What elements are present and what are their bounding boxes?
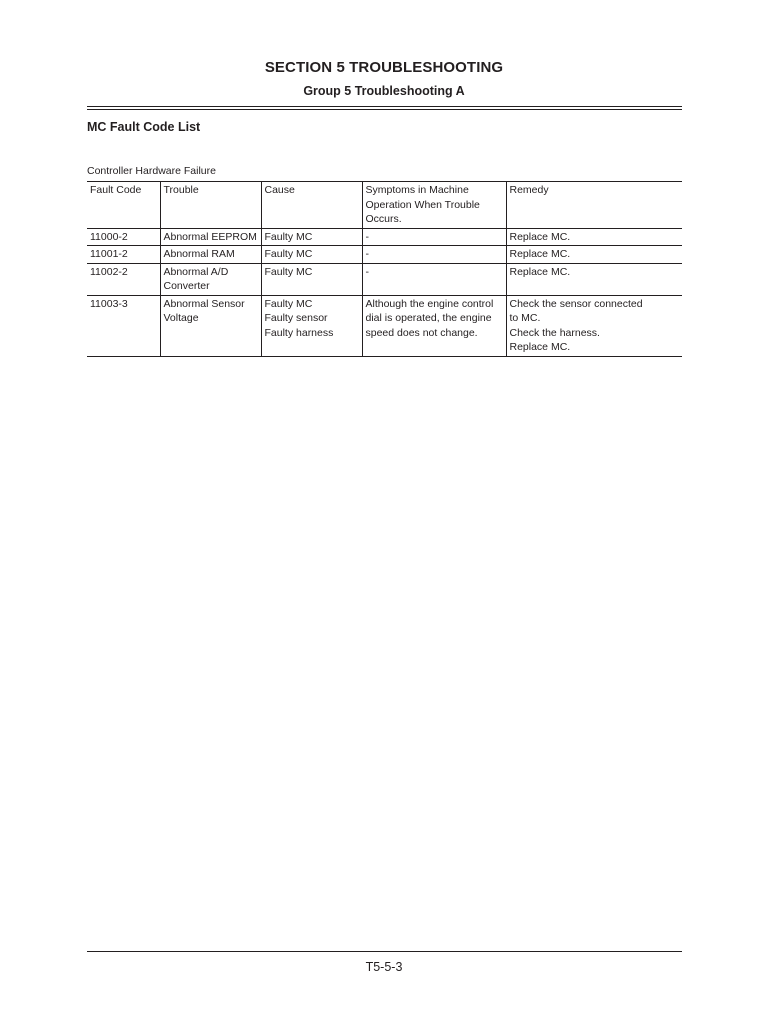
cell-trouble (160, 295, 261, 356)
footer-divider (87, 951, 682, 952)
cell-line: Faulty MC (264, 230, 313, 243)
cell-remedy (506, 263, 682, 295)
cell-remedy (506, 246, 682, 264)
cell-cause (261, 246, 362, 264)
cell-symptoms (362, 295, 506, 356)
table-body (87, 228, 682, 356)
cell-remedy (506, 228, 682, 246)
cell-line: - (365, 265, 369, 278)
column-header-cause (261, 182, 362, 229)
cell-line: Voltage (163, 312, 199, 324)
column-header-line: Occurs. (365, 213, 402, 225)
cell-line: - (365, 230, 369, 243)
cell-line: Abnormal RAM (163, 248, 235, 260)
page-number: T5-5-3 (365, 960, 403, 974)
column-header-line: Symptoms in Machine (365, 184, 469, 196)
cell-line: Replace MC. (509, 230, 571, 243)
fault-code-list-title: MC Fault Code List (87, 120, 201, 134)
cell-trouble (160, 263, 261, 295)
cell-cause (261, 263, 362, 295)
table-row (87, 246, 682, 264)
cell-line: Abnormal EEPROM (163, 230, 257, 243)
cell-symptoms (362, 263, 506, 295)
cell-line: dial is operated, the engine (365, 312, 492, 324)
group-title: Group 5 Troubleshooting A (303, 84, 465, 98)
column-header-fault-code (87, 182, 160, 229)
table-caption: Controller Hardware Failure (87, 165, 216, 177)
cell-cause (261, 228, 362, 246)
cell-line: Faulty MC (264, 248, 313, 260)
cell-fault-code (87, 228, 160, 246)
cell-trouble (160, 228, 261, 246)
cell-line: Although the engine control (365, 297, 494, 310)
column-header-remedy (506, 182, 682, 229)
cell-line: 11003-3 (90, 297, 128, 310)
cell-cause (261, 295, 362, 356)
cell-line: Replace MC. (509, 248, 571, 260)
cell-line: Faulty sensor (264, 312, 328, 324)
cell-fault-code (87, 295, 160, 356)
cell-line: Faulty harness (264, 326, 334, 339)
cell-line: Check the sensor connected (509, 297, 643, 310)
cell-line: Replace MC. (509, 265, 571, 278)
cell-line: 11002-2 (90, 265, 128, 278)
cell-line: speed does not change. (365, 326, 478, 339)
cell-line: Converter (163, 280, 210, 292)
column-header-trouble (160, 182, 261, 229)
column-header-line: Remedy (509, 184, 549, 196)
table-row (87, 228, 682, 246)
table-row (87, 295, 682, 356)
column-header-line: Fault Code (90, 184, 142, 196)
column-header-line: Operation When Trouble (365, 198, 480, 211)
cell-line: Faulty MC (264, 265, 313, 278)
cell-fault-code (87, 246, 160, 264)
column-header-symptoms (362, 182, 506, 229)
cell-symptoms (362, 246, 506, 264)
cell-remedy (506, 295, 682, 356)
cell-line: 11000-2 (90, 230, 128, 243)
cell-fault-code (87, 263, 160, 295)
column-header-line: Cause (264, 184, 295, 196)
section-title: SECTION 5 TROUBLESHOOTING (264, 59, 504, 76)
cell-trouble (160, 246, 261, 264)
cell-line: 11001-2 (90, 248, 128, 260)
cell-line: Faulty MC (264, 297, 313, 310)
table-header-row (87, 182, 682, 229)
cell-symptoms (362, 228, 506, 246)
cell-line: Replace MC. (509, 341, 571, 353)
cell-line: Abnormal Sensor (163, 297, 245, 310)
table-row (87, 263, 682, 295)
header-divider (87, 106, 682, 110)
cell-line: to MC. (509, 312, 541, 324)
cell-line: - (365, 248, 369, 260)
fault-code-table (87, 181, 682, 357)
column-header-line: Trouble (163, 184, 199, 196)
cell-line: Check the harness. (509, 326, 600, 339)
cell-line: Abnormal A/D (163, 265, 229, 278)
